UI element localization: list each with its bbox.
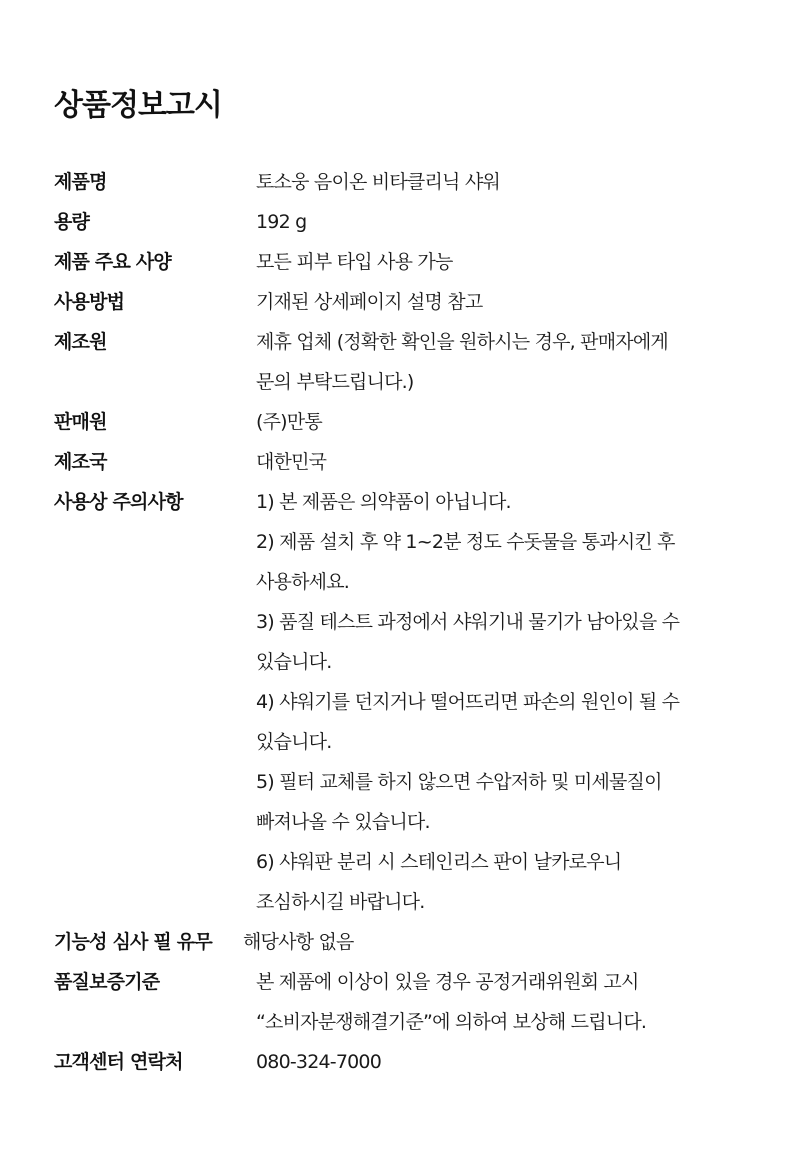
row-value: [256, 322, 668, 402]
value-line: (주)만통: [256, 411, 322, 433]
value-line: 모든 피부 타입 사용 가능: [256, 251, 453, 273]
row-value: [256, 202, 306, 242]
row-label: 제조국: [54, 451, 107, 473]
value-line: 해당사항 없음: [243, 931, 354, 953]
page-title: 상품정보고시: [54, 88, 222, 123]
value-line: 조심하시길 바랍니다.: [256, 891, 425, 913]
row-label: 사용상 주의사항: [54, 491, 183, 513]
row-label: 품질보증기준: [54, 971, 160, 993]
value-line: 기재된 상세페이지 설명 참고: [256, 291, 483, 313]
row-label: 사용방법: [54, 291, 125, 313]
row-value: [256, 962, 646, 1042]
row-value: [256, 442, 326, 482]
row-value: [256, 282, 482, 322]
row-value: [256, 482, 679, 922]
info-row-main-spec: [54, 242, 754, 282]
row-label: 제품 주요 사양: [54, 251, 171, 273]
row-label: 기능성 심사 필 유무: [54, 931, 212, 953]
row-label: 제품명: [54, 171, 107, 193]
row-value: [256, 242, 453, 282]
value-line: 2) 제품 설치 후 약 1~2분 정도 수돗물을 통과시킨 후: [256, 531, 675, 553]
value-line: 192 g: [256, 211, 307, 233]
info-row-manufacturer: [54, 322, 754, 402]
value-line: 제휴 업체 (정확한 확인을 원하시는 경우, 판매자에게: [256, 331, 668, 353]
value-line: 6) 샤워판 분리 시 스테인리스 판이 날카로우니: [256, 851, 622, 873]
info-row-quality-warranty: [54, 962, 754, 1042]
value-line: 있습니다.: [256, 651, 332, 673]
info-row-capacity: [54, 202, 754, 242]
value-line: 대한민국: [256, 451, 327, 473]
value-line: 3) 품질 테스트 과정에서 샤워기내 물기가 남아있을 수: [256, 611, 680, 633]
row-label: 용량: [54, 211, 90, 233]
info-row-origin: [54, 442, 754, 482]
info-row-cautions: [54, 482, 754, 922]
info-row-customer-center: [54, 1042, 754, 1082]
value-line: 문의 부탁드립니다.): [256, 371, 414, 393]
value-line: 1) 본 제품은 의약품이 아닙니다.: [256, 491, 511, 513]
row-value: [243, 922, 354, 962]
info-row-functional-review: [54, 922, 754, 962]
value-line: 있습니다.: [256, 731, 332, 753]
row-value: [256, 402, 322, 442]
value-line: 5) 필터 교체를 하지 않으면 수압저하 및 미세물질이: [256, 771, 662, 793]
info-row-usage: [54, 282, 754, 322]
value-line: 토소웅 음이온 비타클리닉 샤워: [256, 171, 500, 193]
row-label: 고객센터 연락처: [54, 1051, 183, 1073]
row-value: [256, 1042, 381, 1082]
info-row-product-name: [54, 162, 754, 202]
value-line: “소비자분쟁해결기준”에 의하여 보상해 드립니다.: [256, 1011, 647, 1033]
row-label: 제조원: [54, 331, 107, 353]
row-label: 판매원: [54, 411, 107, 433]
value-line: 본 제품에 이상이 있을 경우 공정거래위원회 고시: [256, 971, 639, 993]
row-value: [256, 162, 500, 202]
value-line: 080-324-7000: [256, 1051, 381, 1073]
value-line: 사용하세요.: [256, 571, 350, 593]
info-row-seller: [54, 402, 754, 442]
value-line: 빠져나올 수 있습니다.: [256, 811, 430, 833]
value-line: 4) 샤워기를 던지거나 떨어뜨리면 파손의 원인이 될 수: [256, 691, 680, 713]
info-table: [54, 162, 754, 1082]
